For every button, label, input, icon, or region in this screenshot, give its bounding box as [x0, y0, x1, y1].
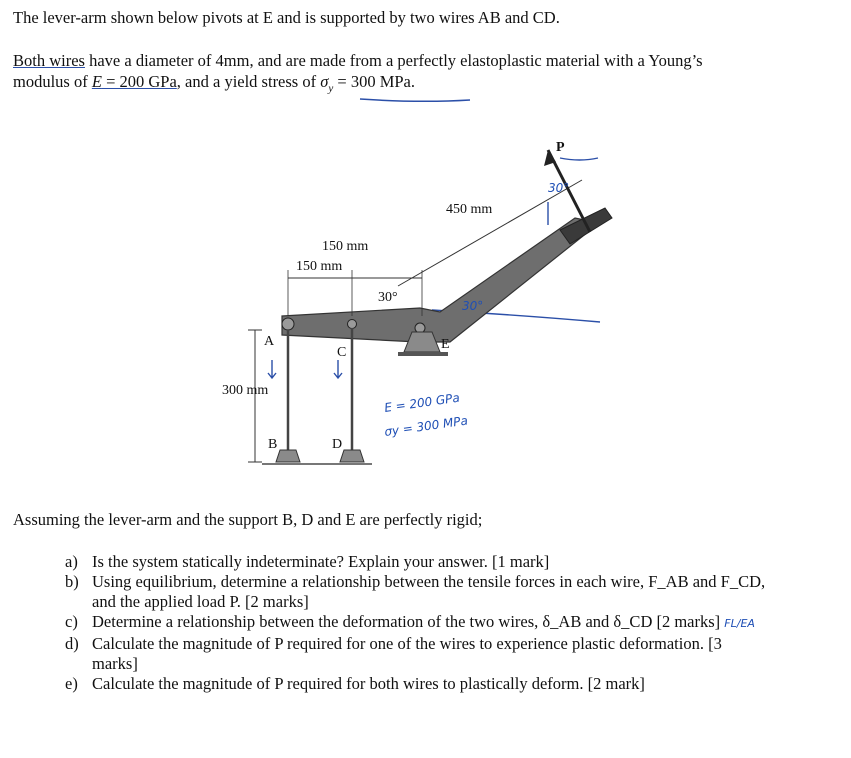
question-d-text-2: marks] [92, 654, 138, 673]
label-30-right: 30° [548, 181, 570, 195]
support-B [276, 450, 300, 462]
question-a [55, 552, 851, 572]
lever-arm-diagram [0, 120, 851, 500]
hand-arrow-A-icon [268, 360, 276, 378]
label-150mm-bottom: 150 mm [296, 259, 343, 274]
lever-arm [282, 218, 588, 342]
question-a-label: a) [65, 552, 78, 571]
question-a-text: Is the system statically indeterminate? Explain your answer. [1 mark] [92, 552, 550, 571]
question-d [55, 634, 851, 674]
question-d-text-1: Calculate the magnitude of P required for one of the wires to experience plastic deformation. [3 [92, 634, 722, 653]
hand-arrow-right-icon [560, 158, 598, 160]
label-450mm: 450 mm [446, 202, 493, 217]
assumption-text: Assuming the lever-arm and the support B, D and E are perfectly rigid; [13, 510, 483, 529]
support-D [340, 450, 364, 462]
label-A: A [264, 334, 275, 349]
label-P: P [556, 140, 565, 155]
pin-A-icon [282, 318, 294, 330]
pivot-E-base [398, 352, 448, 356]
question-c [55, 612, 851, 634]
hand-sigma-value: σy = 300 MPa [383, 413, 469, 439]
question-b-text-1: Using equilibrium, determine a relationship between the tensile forces in each wire, F_AB and F_CD, [92, 572, 766, 591]
hand-arrow-C-icon [334, 360, 342, 378]
question-e-label: e) [65, 674, 78, 693]
label-300mm: 300 mm [222, 383, 269, 398]
label-D: D [332, 437, 343, 452]
label-B: B [268, 437, 278, 452]
question-list [55, 552, 851, 694]
question-b-text-2: and the applied load P. [2 marks] [92, 592, 309, 611]
intro-sigma-sub: y [328, 82, 334, 95]
intro-sigma-symbol: σ [320, 72, 329, 91]
intro-line-1: The lever-arm shown below pivots at E and is supported by two wires AB and CD. [13, 8, 560, 27]
intro-yield-text: , and a yield stress of [176, 72, 321, 91]
intro-both-wires: Both wires [13, 51, 85, 70]
question-c-label: c) [65, 612, 78, 631]
intro-E-symbol: E [91, 72, 102, 91]
question-e [55, 674, 851, 694]
question-c-hand-note: FL/EA [724, 617, 755, 630]
question-b-label: b) [65, 572, 79, 591]
intro-modulus-text: modulus of [13, 72, 92, 91]
label-C: C [337, 345, 347, 360]
pin-C-icon [348, 320, 357, 329]
hand-E-value: E = 200 GPa [383, 390, 461, 415]
label-E: E [441, 337, 450, 352]
question-d-label: d) [65, 634, 79, 653]
label-150mm-top: 150 mm [322, 239, 369, 254]
intro-handwritten-underlines [0, 0, 851, 120]
question-c-text: Determine a relationship between the deformation of the two wires, δ_AB and δ_CD [2 marks] [92, 612, 721, 631]
hand-angle-label: 30° [462, 299, 484, 313]
label-30-left: 30° [378, 290, 398, 305]
question-b [55, 572, 851, 612]
intro-line-2-rest: have a diameter of 4mm, and are made from a perfectly elastoplastic material with a Young’s [84, 51, 703, 70]
question-e-text: Calculate the magnitude of P required for both wires to plastically deform. [2 mark] [92, 674, 645, 693]
intro-sigma-value: = 300 MPa. [333, 72, 415, 91]
intro-E-value: = 200 GPa [101, 72, 177, 91]
